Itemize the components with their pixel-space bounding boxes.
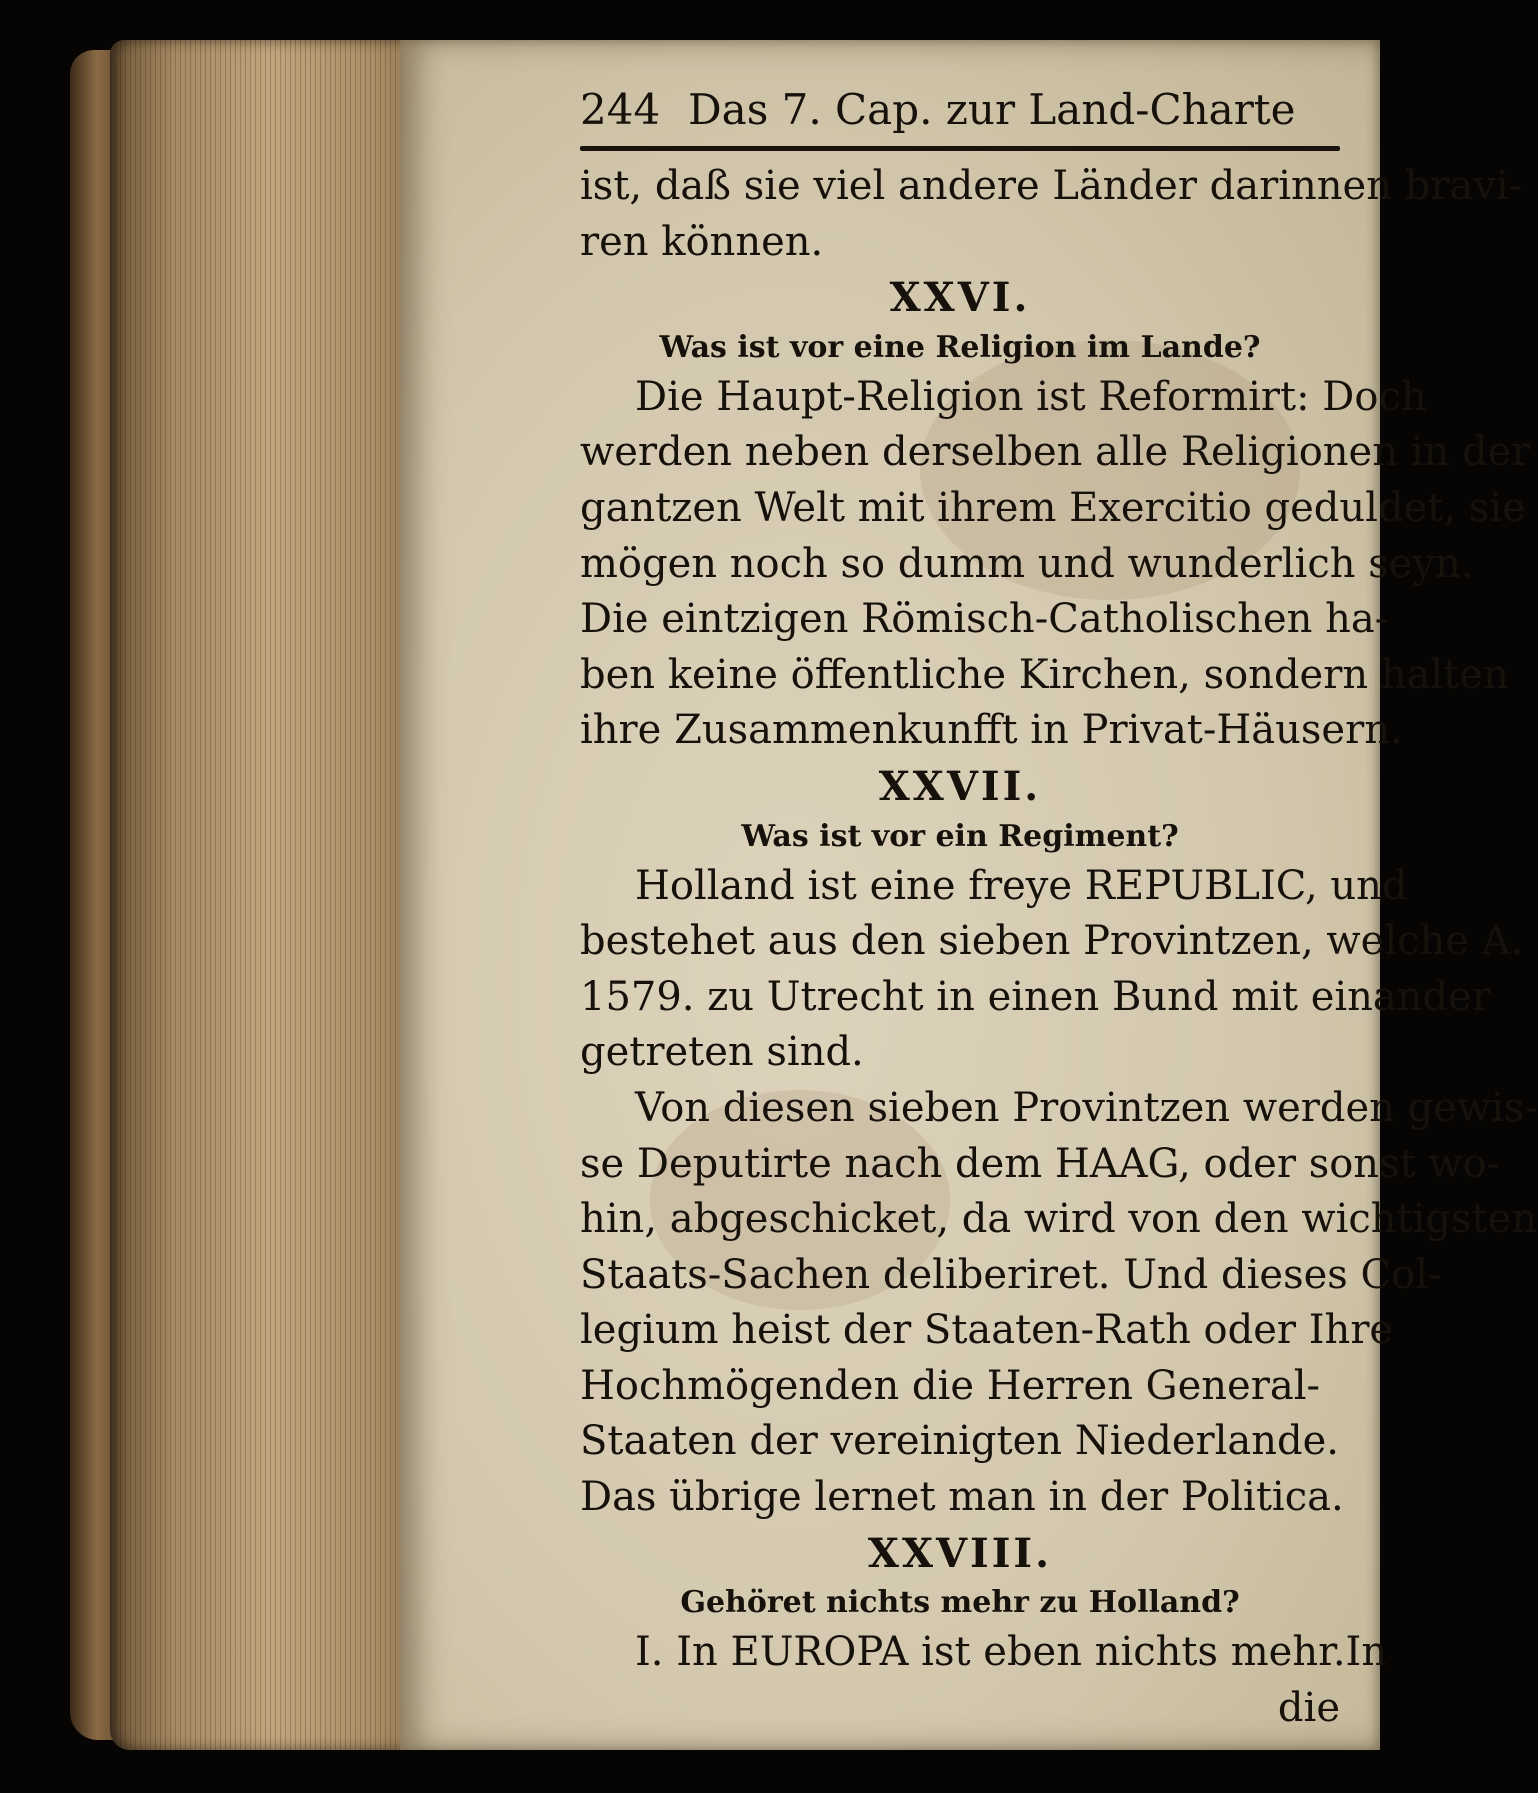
text-line: hin, abgeschicket, da wird von den wichtigsten xyxy=(580,1196,1538,1243)
text-line: ben keine öffentliche Kirchen, sondern halten xyxy=(580,651,1509,698)
text-line: ren können. xyxy=(580,218,824,265)
running-header xyxy=(580,80,1340,140)
text-line: Die eintzigen Römisch-Catholischen ha- xyxy=(580,596,1389,643)
text-line: gantzen Welt mit ihrem Exercitio geduldet, sie xyxy=(580,484,1526,531)
book-page xyxy=(400,40,1538,1750)
page-number: 244 xyxy=(580,85,661,134)
section-numeral: XXVIII. xyxy=(867,1529,1053,1577)
text-line: ihre Zusammenkunfft in Privat-Häusern. xyxy=(580,707,1403,754)
text-line: legium heist der Staaten-Rath oder Ihre xyxy=(580,1307,1394,1354)
catchword: In xyxy=(1345,1629,1388,1676)
catchword: die xyxy=(1277,1684,1340,1731)
book xyxy=(70,40,1538,1760)
text-line: werden neben derselben alle Religionen in der xyxy=(580,429,1531,476)
section-question: Gehöret nichts mehr zu Holland? xyxy=(680,1585,1240,1621)
text-line: Staats-Sachen deliberiret. Und dieses Col- xyxy=(580,1251,1442,1298)
header-rule xyxy=(580,146,1340,151)
section-numeral: XXVII. xyxy=(878,762,1042,810)
last-line xyxy=(580,1625,1388,1681)
text-line: Holland ist eine freye REPUBLIC, und xyxy=(635,862,1408,909)
text-line: se Deputirte nach dem HAAG, oder sonst wo- xyxy=(580,1140,1501,1187)
text-line: I. In EUROPA ist eben nichts mehr. xyxy=(635,1629,1346,1676)
text-line: Das übrige lernet man in der Politica. xyxy=(580,1474,1344,1521)
text-line: bestehet aus den sieben Provintzen, welche A. xyxy=(580,918,1524,965)
text-line: Die Haupt-Religion ist Reformirt: Doch xyxy=(635,373,1427,420)
section-numeral: XXVI. xyxy=(889,274,1031,322)
text-line: 1579. zu Utrecht in einen Bund mit einander xyxy=(580,973,1491,1020)
section-question: Was ist vor eine Religion im Lande? xyxy=(659,329,1261,365)
running-title: Das 7. Cap. zur Land-Charte xyxy=(688,85,1296,134)
page-text xyxy=(580,80,1538,1736)
text-line: mögen noch so dumm und wunderlich seyn. xyxy=(580,540,1474,587)
text-line: Von diesen sieben Provintzen werden gewis- xyxy=(635,1084,1538,1131)
text-line: Hochmögenden die Herren General- xyxy=(580,1362,1320,1409)
section-question: Was ist vor ein Regiment? xyxy=(741,818,1179,854)
text-line: getreten sind. xyxy=(580,1029,864,1076)
text-line: Staaten der vereinigten Niederlande. xyxy=(580,1418,1340,1465)
text-line: ist, daß sie viel andere Länder darinnen bravi- xyxy=(580,163,1523,209)
